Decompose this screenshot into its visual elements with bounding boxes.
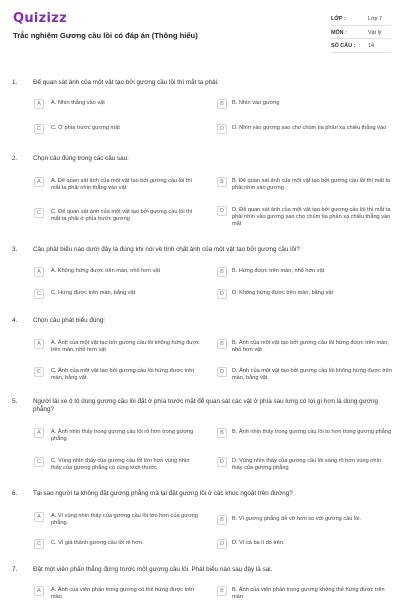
option-text: C. Để quan sát ảnh của một vật tạo bởi gương cầu lồi thì mắt ta phải ở phía trước gương xyxy=(51,209,193,223)
option-letter-box[interactable]: A xyxy=(34,428,44,438)
meta-value: Vật lý xyxy=(368,29,382,36)
option-text: D. Không hứng được trên màn, bằng vật xyxy=(232,290,334,296)
meta-value: 14 xyxy=(368,43,374,49)
option-text: B. Để quan sát ảnh của một vật tạo bởi gương cầu lồi thì mắt ta phải nhìn vào gương xyxy=(232,178,391,192)
question-text: Chọn câu đúng trong các câu sau: xyxy=(33,155,129,162)
option-letter-box[interactable]: C xyxy=(34,367,44,377)
option-letter-box[interactable]: D xyxy=(217,539,227,549)
option-letter-box[interactable]: A xyxy=(34,586,44,596)
question-text: Để quan sát ảnh của một vật tạo bởi gương cầu lồi thì mắt ta phải: xyxy=(33,79,219,86)
option-text: A. Để quan sát ảnh của một vật tạo bởi gương cầu lồi thì mắt ta phải nhìn thẳng vào vật xyxy=(51,178,193,192)
question-text: Tại sao người ta không đặt gương phẳng mà lại đặt gương lồi ở các khúc ngoặt trên đường? xyxy=(33,490,293,497)
question-number: 7. xyxy=(12,566,18,573)
question-number: 6. xyxy=(12,490,18,497)
question-text: Chọn câu phát biểu đúng: xyxy=(33,317,106,324)
option-text: D. Vùng nhìn thấy của gương cầu lồi sáng rõ hơn vùng nhìn thấy của gương phẳng xyxy=(232,458,382,472)
question-number: 5. xyxy=(12,398,18,405)
option-letter-box[interactable]: C xyxy=(34,124,44,134)
option-letter-box[interactable]: A xyxy=(34,512,44,522)
divider xyxy=(331,52,391,53)
question-number: 1. xyxy=(12,79,18,86)
option-letter-box[interactable]: A xyxy=(34,99,44,109)
option-text: B. Ảnh nhìn thấy trong gương cầu lồi to hơn trong gương phẳng xyxy=(232,429,392,435)
page-title: Trắc nghiệm Gương cầu lồi có đáp án (Thông hiểu) xyxy=(13,31,198,40)
option-letter-box[interactable]: B xyxy=(217,267,227,277)
option-text: D. Vì cả ba lí do trên. xyxy=(232,540,285,546)
question-number: 3. xyxy=(12,246,18,253)
option-letter-box[interactable]: B xyxy=(217,428,227,438)
option-text: A. Ảnh nhìn thấy trong gương cầu lồi rõ hơn trong gương phẳng xyxy=(51,429,194,443)
option-text: A. Ảnh của viên phấn trong gương có thể hứng được trên màn xyxy=(51,587,195,601)
option-text: C. Vì giá thành gương cầu lồi rẻ hơn. xyxy=(51,540,144,546)
option-text: A. Không hứng được trên màn, nhỏ hơn vật xyxy=(51,268,161,274)
option-letter-box[interactable]: D xyxy=(217,367,227,377)
option-letter-box[interactable]: C xyxy=(34,457,44,467)
quizizz-logo[interactable]: Quizizz xyxy=(13,11,68,26)
option-text: B. Hứng được trên màn, nhỏ hơn vật xyxy=(232,268,325,274)
header xyxy=(0,0,400,66)
question-number: 4. xyxy=(12,317,18,324)
question-number: 2. xyxy=(12,155,18,162)
question-text: Đặt một viên phấn thẳng đứng trước một gương cầu lồi. Phát biểu nào sau đây là sai. xyxy=(33,566,273,573)
option-text: C. Hứng được trên màn, bằng vật xyxy=(51,290,136,296)
option-text: A. Ảnh của một vật tạo bởi gương cầu lồi không hứng được trên màn, nhỏ hơn vật xyxy=(51,340,200,354)
meta-table xyxy=(331,12,391,53)
option-text: B. Nhìn vào gương xyxy=(232,100,280,106)
question-text: Câu phát biểu nào dưới đây là đúng khi nói về tính chất ảnh của một vật tạo bởi gương cầu lồi? xyxy=(33,246,300,253)
option-text: C. Vùng nhìn thấy của gương cầu lồi lớn hơn vùng nhìn thấy của gương phẳng có cùng kích thước xyxy=(51,458,190,472)
option-text: A. Nhìn thẳng vào vật xyxy=(51,100,105,106)
question-text: Người lái xe ô tô dùng gương cầu lồi đặt ở phía trước mặt để quan sát các vật ở phía sau lưng có lợi gì hơn là dùng gương phẳng? xyxy=(33,398,379,413)
option-letter-box[interactable]: B xyxy=(217,177,227,187)
option-text: A. Vì vùng nhìn thấy của gương cầu lồi lớn hơn của gương phẳng. xyxy=(51,513,198,527)
option-letter-box[interactable]: D xyxy=(217,457,227,467)
option-text: C. Ảnh của một vật tạo bởi gương cầu lồi hứng được trên màn, bằng vật xyxy=(51,368,195,382)
option-letter-box[interactable]: A xyxy=(34,177,44,187)
option-text: D. Ảnh của một vật tạo bởi gương cầu lồi không hứng được trên màn, bằng vật xyxy=(232,368,392,382)
option-text: B. Ảnh của một vật tạo bởi gương cầu lồi hứng được trên màn, nhỏ hơn vật xyxy=(232,340,389,354)
option-letter-box[interactable]: C xyxy=(34,289,44,299)
meta-row-subject xyxy=(331,26,391,40)
meta-label: LỚP : xyxy=(331,16,346,22)
option-letter-box[interactable]: D xyxy=(217,124,227,134)
option-text: D. Để quan sát ảnh của một vật tạo bởi gương cầu lồi thì mắt ta phải nhìn vào gương sao cho chùm tia phản xạ chiếu thẳng vào mắt xyxy=(232,207,391,228)
meta-row-count xyxy=(331,39,391,53)
option-text: C. Ở phía trước gương mặt xyxy=(51,125,120,131)
option-letter-box[interactable]: D xyxy=(217,206,227,216)
option-letter-box[interactable]: A xyxy=(34,339,44,349)
option-letter-box[interactable]: B xyxy=(217,515,227,525)
option-text: D. Nhìn vào gương sao cho chùm tia phản xạ chiếu thẳng vào xyxy=(232,125,387,131)
option-letter-box[interactable]: B xyxy=(217,339,227,349)
option-letter-box[interactable]: B xyxy=(217,586,227,596)
meta-row-class xyxy=(331,12,391,26)
option-text: B. Vì gương phẳng dễ vỡ hơn so với gương cầu lồi. xyxy=(232,516,362,522)
option-letter-box[interactable]: D xyxy=(217,289,227,299)
meta-value: Lớp 7 xyxy=(368,16,383,22)
meta-label: SỐ CÂU : xyxy=(331,43,356,49)
option-letter-box[interactable]: A xyxy=(34,267,44,277)
option-letter-box[interactable]: C xyxy=(34,539,44,549)
meta-label: MÔN : xyxy=(331,29,347,36)
option-text: B. Ảnh của viên phấn trong gương không thể hứng được trên màn xyxy=(232,587,385,601)
option-letter-box[interactable]: B xyxy=(217,99,227,109)
option-letter-box[interactable]: C xyxy=(34,208,44,218)
